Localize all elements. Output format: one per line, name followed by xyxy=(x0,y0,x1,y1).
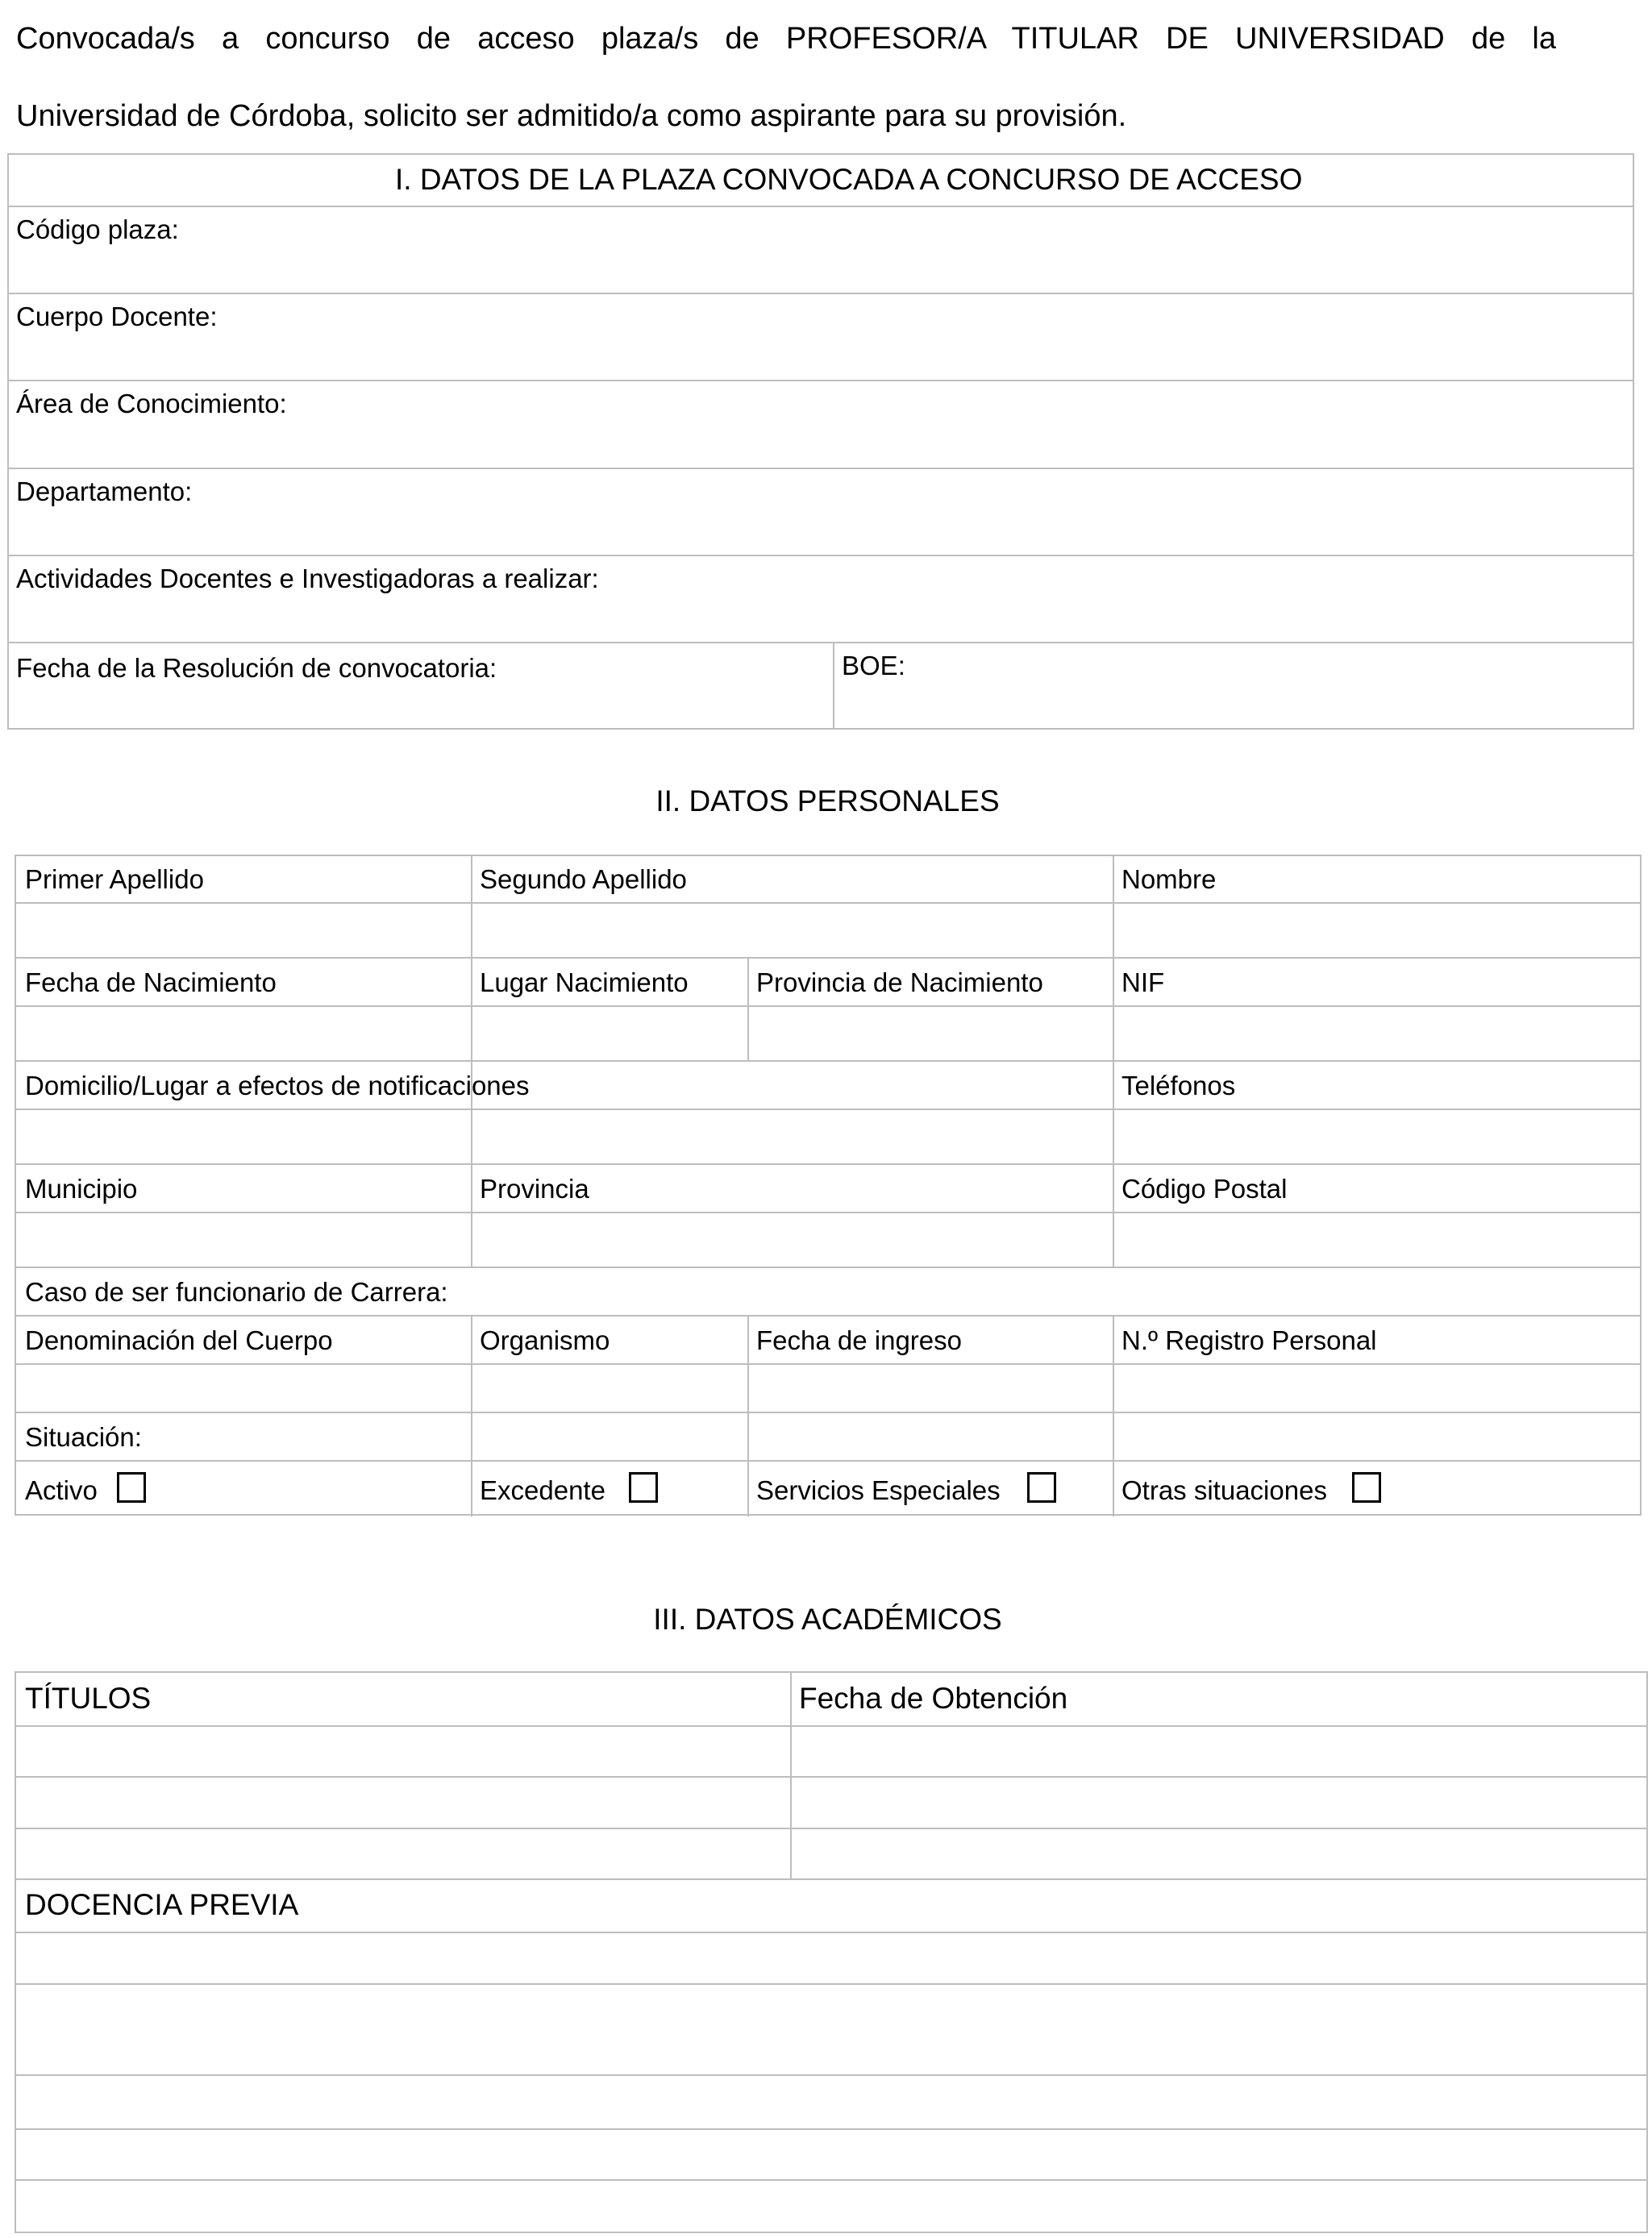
activo-label: Activo xyxy=(25,1475,98,1505)
section-2-title: II. DATOS PERSONALES xyxy=(655,784,1000,817)
lugar-nacimiento-label: Lugar Nacimiento xyxy=(480,967,689,997)
divider xyxy=(15,1932,1648,1933)
actividades-field[interactable] xyxy=(629,557,1629,638)
domicilio-label: Domicilio/Lugar a efectos de notificaciones xyxy=(25,1071,530,1100)
divider xyxy=(15,1109,1642,1110)
municipio-field[interactable] xyxy=(16,1214,469,1265)
divider xyxy=(15,1005,1642,1007)
nif-label: NIF xyxy=(1121,967,1165,997)
organismo-label: Organismo xyxy=(480,1325,610,1355)
provincia-nacimiento-field[interactable] xyxy=(750,1008,1111,1059)
servicios-especiales-checkbox[interactable] xyxy=(1027,1472,1056,1503)
provincia-nacimiento-label: Provincia de Nacimiento xyxy=(756,967,1043,997)
divider xyxy=(15,1828,1648,1829)
divider xyxy=(7,206,1634,207)
codigo-plaza-field[interactable] xyxy=(210,208,1629,289)
divider xyxy=(15,1878,1648,1880)
divider xyxy=(1113,1315,1114,1516)
intro-line-2: Universidad de Córdoba, solicito ser admitido/a como aspirante para su provisión. xyxy=(16,99,1127,133)
fecha-obtencion-field-2[interactable] xyxy=(793,1778,1646,1826)
divider xyxy=(15,2128,1648,2130)
divider xyxy=(15,1983,1648,1985)
divider xyxy=(15,1163,1642,1165)
divider xyxy=(15,957,1642,959)
cuerpo-docente-field[interactable] xyxy=(242,295,1629,376)
fecha-obtencion-label: Fecha de Obtención xyxy=(799,1682,1068,1715)
divider xyxy=(7,468,1634,469)
fecha-ingreso-label: Fecha de ingreso xyxy=(756,1325,962,1355)
divider xyxy=(790,1671,792,1880)
section-1-title: I. DATOS DE LA PLAZA CONVOCADA A CONCURSO DE ACCESO xyxy=(395,163,1303,196)
registro-personal-label: N.º Registro Personal xyxy=(1121,1325,1377,1355)
fecha-resolucion-field[interactable] xyxy=(516,645,830,726)
section-3-title: III. DATOS ACADÉMICOS xyxy=(653,1603,1002,1636)
fecha-nacimiento-label: Fecha de Nacimiento xyxy=(25,967,277,997)
excedente-label: Excedente xyxy=(480,1475,605,1505)
fecha-obtencion-field-3[interactable] xyxy=(793,1830,1646,1877)
titulo-field-2[interactable] xyxy=(16,1778,789,1826)
divider xyxy=(15,1725,1648,1727)
docencia-previa-field-2[interactable] xyxy=(16,1986,1646,2073)
primer-apellido-label: Primer Apellido xyxy=(25,864,204,894)
registro-personal-field[interactable] xyxy=(1115,1366,1640,1410)
area-conocimiento-field[interactable] xyxy=(306,382,1629,463)
divider xyxy=(15,1060,1642,1062)
otras-situaciones-checkbox[interactable] xyxy=(1352,1472,1381,1503)
divider xyxy=(747,1315,749,1516)
divider xyxy=(15,2179,1648,2181)
docencia-previa-label: DOCENCIA PREVIA xyxy=(25,1888,299,1921)
boe-field[interactable] xyxy=(911,645,1629,726)
divider xyxy=(7,380,1634,381)
titulos-label: TÍTULOS xyxy=(25,1682,152,1715)
divider xyxy=(747,957,749,1060)
divider xyxy=(1113,855,1114,1268)
departamento-label: Departamento: xyxy=(16,476,193,506)
divider xyxy=(15,2074,1648,2076)
municipio-label: Municipio xyxy=(25,1174,138,1204)
divider xyxy=(15,1460,1642,1462)
divider xyxy=(15,1363,1642,1365)
docencia-previa-field-4[interactable] xyxy=(16,2131,1646,2178)
nif-field[interactable] xyxy=(1115,1008,1640,1059)
domicilio-field[interactable] xyxy=(16,1111,1111,1162)
denominacion-cuerpo-field[interactable] xyxy=(16,1366,469,1410)
provincia-label: Provincia xyxy=(480,1174,589,1204)
departamento-field[interactable] xyxy=(210,470,1629,551)
divider xyxy=(15,1412,1642,1413)
titulo-field-1[interactable] xyxy=(16,1728,789,1774)
caso-funcionario-label: Caso de ser funcionario de Carrera: xyxy=(25,1277,448,1307)
intro-line-1: Convocada/s a concurso de acceso plaza/s de PROFESOR/A TITULAR DE UNIVERSIDAD de la xyxy=(16,22,1556,56)
codigo-postal-field[interactable] xyxy=(1115,1214,1640,1265)
divider xyxy=(15,1212,1642,1213)
fecha-obtencion-field-1[interactable] xyxy=(793,1728,1646,1774)
titulo-field-3[interactable] xyxy=(16,1830,789,1877)
divider xyxy=(7,642,1634,643)
telefonos-label: Teléfonos xyxy=(1121,1071,1236,1100)
primer-apellido-field[interactable] xyxy=(16,905,469,955)
divider xyxy=(15,1776,1648,1778)
boe-label: BOE: xyxy=(842,651,905,680)
intro-paragraph xyxy=(16,0,1556,155)
fecha-resolucion-label: Fecha de la Resolución de convocatoria: xyxy=(16,653,497,683)
telefonos-field[interactable] xyxy=(1115,1111,1640,1162)
divider xyxy=(15,1267,1642,1268)
excedente-checkbox[interactable] xyxy=(629,1472,658,1503)
nombre-field[interactable] xyxy=(1115,905,1640,955)
otras-situaciones-label: Otras situaciones xyxy=(1121,1475,1327,1505)
divider xyxy=(471,1315,472,1516)
area-conocimiento-label: Área de Conocimiento: xyxy=(16,389,287,418)
servicios-especiales-label: Servicios Especiales xyxy=(756,1475,1001,1505)
activo-checkbox[interactable] xyxy=(117,1472,146,1503)
fecha-ingreso-field[interactable] xyxy=(750,1366,1111,1410)
docencia-previa-field-1[interactable] xyxy=(16,1934,1646,1982)
divider xyxy=(15,1315,1642,1317)
divider xyxy=(7,293,1634,294)
denominacion-cuerpo-label: Denominación del Cuerpo xyxy=(25,1325,333,1355)
segundo-apellido-label: Segundo Apellido xyxy=(480,864,687,894)
divider xyxy=(7,555,1634,556)
situacion-label: Situación: xyxy=(25,1422,142,1452)
cuerpo-docente-label: Cuerpo Docente: xyxy=(16,302,218,331)
provincia-field[interactable] xyxy=(473,1214,1111,1265)
fecha-nacimiento-field[interactable] xyxy=(16,1008,469,1059)
divider xyxy=(15,902,1642,904)
divider xyxy=(833,642,834,730)
docencia-previa-field-3[interactable] xyxy=(16,2077,1646,2127)
codigo-plaza-label: Código plaza: xyxy=(16,214,179,244)
segundo-apellido-field[interactable] xyxy=(473,905,1111,955)
docencia-previa-field-5[interactable] xyxy=(16,2182,1646,2232)
actividades-label: Actividades Docentes e Investigadoras a realizar: xyxy=(16,564,599,593)
lugar-nacimiento-field[interactable] xyxy=(473,1008,746,1059)
codigo-postal-label: Código Postal xyxy=(1121,1174,1288,1204)
nombre-label: Nombre xyxy=(1121,864,1217,894)
organismo-field[interactable] xyxy=(473,1366,746,1410)
